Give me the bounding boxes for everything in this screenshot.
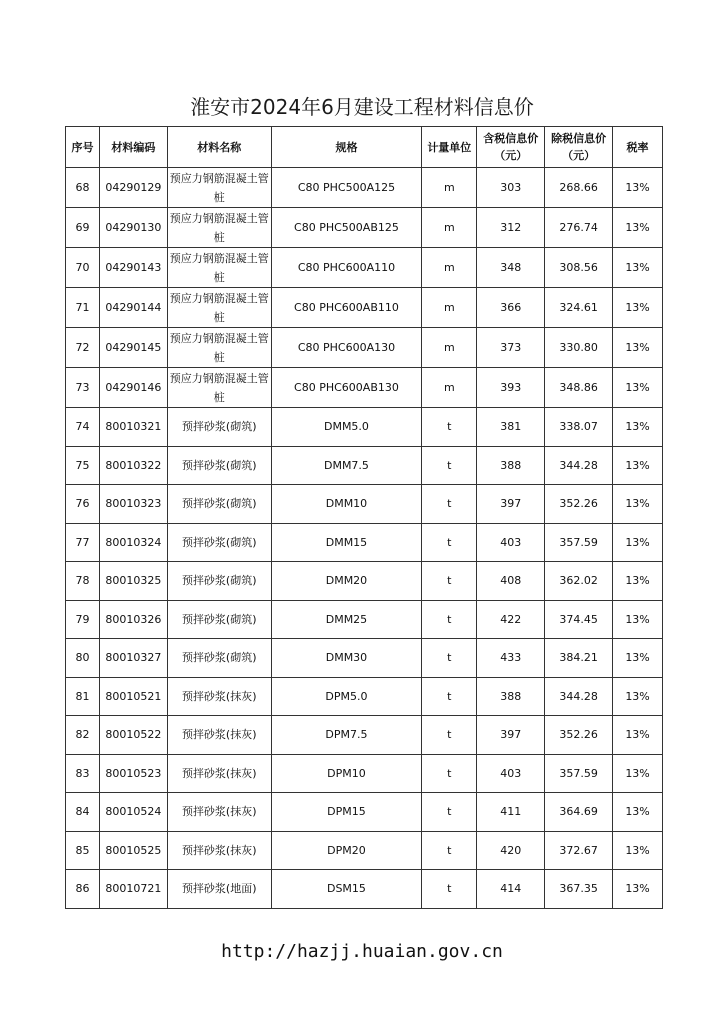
cell-seq: 72 [66,328,100,368]
cell-rate: 13% [613,446,663,485]
cell-seq: 68 [66,168,100,208]
cell-rate: 13% [613,793,663,832]
cell-rate: 13% [613,408,663,447]
cell-rate: 13% [613,168,663,208]
cell-seq: 73 [66,368,100,408]
cell-name: 预拌砂浆(抹灰) [167,716,271,755]
cell-spec: DMM5.0 [271,408,422,447]
cell-code: 80010324 [99,523,167,562]
cell-name: 预应力钢筋混凝土管桩 [167,248,271,288]
cell-rate: 13% [613,870,663,909]
cell-rate: 13% [613,639,663,678]
cell-code: 80010523 [99,754,167,793]
cell-price-notax: 357.59 [545,523,613,562]
table-row [66,446,663,485]
cell-name: 预拌砂浆(砌筑) [167,408,271,447]
cell-seq: 74 [66,408,100,447]
cell-unit: t [422,754,477,793]
cell-price-tax: 393 [477,368,545,408]
cell-price-notax: 330.80 [545,328,613,368]
table-row [66,716,663,755]
cell-unit: t [422,870,477,909]
footer-url: http://hazjj.huaian.gov.cn [221,941,503,962]
cell-price-tax: 403 [477,754,545,793]
table-row [66,485,663,524]
table-row [66,523,663,562]
cell-price-notax: 344.28 [545,446,613,485]
cell-code: 80010525 [99,831,167,870]
cell-spec: DMM15 [271,523,422,562]
cell-price-notax: 367.35 [545,870,613,909]
cell-seq: 86 [66,870,100,909]
cell-unit: m [422,208,477,248]
table-row [66,562,663,601]
cell-name: 预拌砂浆(抹灰) [167,754,271,793]
header-unit: 计量单位 [422,127,477,168]
cell-spec: DMM30 [271,639,422,678]
cell-spec: DSM15 [271,870,422,909]
table-row [66,328,663,368]
cell-price-notax: 268.66 [545,168,613,208]
cell-unit: t [422,831,477,870]
cell-unit: m [422,248,477,288]
cell-unit: m [422,288,477,328]
table-row [66,368,663,408]
cell-spec: DPM5.0 [271,677,422,716]
cell-rate: 13% [613,248,663,288]
cell-spec: C80 PHC600AB130 [271,368,422,408]
cell-price-tax: 388 [477,677,545,716]
cell-unit: t [422,562,477,601]
cell-unit: m [422,368,477,408]
cell-rate: 13% [613,288,663,328]
cell-seq: 82 [66,716,100,755]
cell-price-tax: 414 [477,870,545,909]
cell-unit: t [422,446,477,485]
cell-name: 预拌砂浆(砌筑) [167,485,271,524]
cell-name: 预应力钢筋混凝土管桩 [167,168,271,208]
cell-price-notax: 308.56 [545,248,613,288]
cell-seq: 79 [66,600,100,639]
cell-seq: 83 [66,754,100,793]
table-header-row [66,127,663,168]
cell-name: 预应力钢筋混凝土管桩 [167,368,271,408]
table-row [66,754,663,793]
cell-seq: 71 [66,288,100,328]
cell-price-tax: 397 [477,716,545,755]
cell-name: 预拌砂浆(地面) [167,870,271,909]
cell-name: 预拌砂浆(砌筑) [167,639,271,678]
cell-seq: 75 [66,446,100,485]
cell-unit: t [422,408,477,447]
cell-seq: 84 [66,793,100,832]
cell-price-tax: 303 [477,168,545,208]
cell-unit: t [422,793,477,832]
cell-rate: 13% [613,485,663,524]
cell-unit: t [422,523,477,562]
cell-price-notax: 348.86 [545,368,613,408]
page-title: 淮安市2024年6月建设工程材料信息价 [190,95,534,119]
cell-code: 04290145 [99,328,167,368]
cell-price-tax: 422 [477,600,545,639]
cell-spec: DPM10 [271,754,422,793]
cell-price-tax: 312 [477,208,545,248]
cell-seq: 70 [66,248,100,288]
cell-rate: 13% [613,677,663,716]
cell-code: 80010326 [99,600,167,639]
cell-code: 80010521 [99,677,167,716]
cell-rate: 13% [613,831,663,870]
cell-spec: C80 PHC600A110 [271,248,422,288]
cell-rate: 13% [613,208,663,248]
cell-code: 80010322 [99,446,167,485]
cell-spec: DMM7.5 [271,446,422,485]
cell-spec: C80 PHC600A130 [271,328,422,368]
cell-spec: DMM10 [271,485,422,524]
cell-name: 预应力钢筋混凝土管桩 [167,328,271,368]
cell-unit: m [422,328,477,368]
cell-price-tax: 403 [477,523,545,562]
cell-price-notax: 344.28 [545,677,613,716]
cell-price-notax: 338.07 [545,408,613,447]
cell-rate: 13% [613,562,663,601]
cell-name: 预应力钢筋混凝土管桩 [167,288,271,328]
table-row [66,208,663,248]
cell-unit: m [422,168,477,208]
cell-price-tax: 420 [477,831,545,870]
cell-price-tax: 366 [477,288,545,328]
cell-seq: 77 [66,523,100,562]
cell-price-notax: 352.26 [545,716,613,755]
cell-price-notax: 324.61 [545,288,613,328]
table-row [66,831,663,870]
cell-price-tax: 397 [477,485,545,524]
price-table [65,126,663,909]
table-row [66,248,663,288]
cell-price-tax: 408 [477,562,545,601]
cell-code: 80010327 [99,639,167,678]
cell-price-tax: 411 [477,793,545,832]
header-seq: 序号 [66,127,100,168]
table-row [66,793,663,832]
cell-code: 04290146 [99,368,167,408]
cell-name: 预应力钢筋混凝土管桩 [167,208,271,248]
cell-spec: C80 PHC500A125 [271,168,422,208]
cell-rate: 13% [613,754,663,793]
cell-price-notax: 362.02 [545,562,613,601]
cell-name: 预拌砂浆(砌筑) [167,600,271,639]
header-price-tax: 含税信息价（元） [477,127,545,168]
cell-seq: 76 [66,485,100,524]
cell-price-tax: 373 [477,328,545,368]
cell-name: 预拌砂浆(砌筑) [167,523,271,562]
cell-code: 04290130 [99,208,167,248]
table-row [66,408,663,447]
table-row [66,677,663,716]
cell-spec: DMM20 [271,562,422,601]
cell-price-tax: 348 [477,248,545,288]
header-name: 材料名称 [167,127,271,168]
cell-unit: t [422,639,477,678]
cell-spec: DPM20 [271,831,422,870]
cell-price-tax: 381 [477,408,545,447]
table-row [66,600,663,639]
cell-rate: 13% [613,716,663,755]
cell-seq: 81 [66,677,100,716]
cell-name: 预拌砂浆(抹灰) [167,793,271,832]
cell-code: 80010321 [99,408,167,447]
cell-name: 预拌砂浆(抹灰) [167,831,271,870]
table-row [66,639,663,678]
cell-code: 80010323 [99,485,167,524]
cell-code: 04290144 [99,288,167,328]
cell-price-tax: 433 [477,639,545,678]
cell-code: 04290129 [99,168,167,208]
cell-seq: 69 [66,208,100,248]
cell-spec: C80 PHC500AB125 [271,208,422,248]
header-code: 材料编码 [99,127,167,168]
cell-code: 80010524 [99,793,167,832]
table-row [66,870,663,909]
cell-name: 预拌砂浆(抹灰) [167,677,271,716]
cell-rate: 13% [613,600,663,639]
cell-rate: 13% [613,368,663,408]
cell-seq: 85 [66,831,100,870]
table-row [66,168,663,208]
cell-price-notax: 374.45 [545,600,613,639]
cell-unit: t [422,716,477,755]
cell-seq: 78 [66,562,100,601]
cell-price-notax: 276.74 [545,208,613,248]
cell-spec: DPM7.5 [271,716,422,755]
cell-name: 预拌砂浆(砌筑) [167,562,271,601]
cell-name: 预拌砂浆(砌筑) [167,446,271,485]
cell-price-notax: 372.67 [545,831,613,870]
cell-seq: 80 [66,639,100,678]
cell-price-notax: 357.59 [545,754,613,793]
header-price-notax: 除税信息价（元） [545,127,613,168]
cell-code: 80010325 [99,562,167,601]
header-spec: 规格 [271,127,422,168]
cell-spec: C80 PHC600AB110 [271,288,422,328]
cell-price-notax: 384.21 [545,639,613,678]
header-rate: 税率 [613,127,663,168]
cell-rate: 13% [613,523,663,562]
cell-price-tax: 388 [477,446,545,485]
cell-price-notax: 364.69 [545,793,613,832]
cell-unit: t [422,600,477,639]
cell-unit: t [422,485,477,524]
cell-spec: DMM25 [271,600,422,639]
cell-code: 80010522 [99,716,167,755]
cell-code: 80010721 [99,870,167,909]
table-body [66,168,663,909]
cell-price-notax: 352.26 [545,485,613,524]
cell-spec: DPM15 [271,793,422,832]
cell-code: 04290143 [99,248,167,288]
cell-unit: t [422,677,477,716]
cell-rate: 13% [613,328,663,368]
table-row [66,288,663,328]
